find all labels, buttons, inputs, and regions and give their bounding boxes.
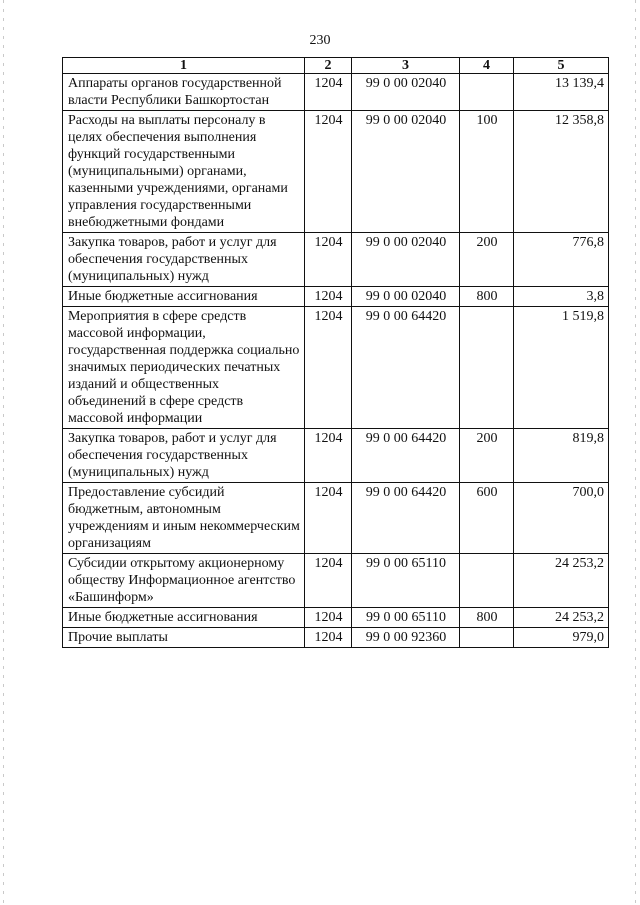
- column-header: 5: [514, 58, 609, 74]
- row-article-cell: 99 0 00 65110: [352, 608, 460, 628]
- row-type-cell: [460, 307, 514, 429]
- row-article-cell: 99 0 00 02040: [352, 111, 460, 233]
- row-amount-cell: 12 358,8: [514, 111, 609, 233]
- row-type-cell: [460, 74, 514, 111]
- row-type-cell: [460, 554, 514, 608]
- row-section-cell: 1204: [305, 429, 352, 483]
- page-number: 230: [309, 33, 331, 48]
- row-name-cell: Расходы на выплаты персоналу в целях обеспечения выполнения функций государственными (муниципальными) органами, казенными учреждениями, органами управления государственными внебюджетными фондами: [63, 111, 305, 233]
- row-section-cell: 1204: [305, 307, 352, 429]
- row-name-cell: Предоставление субсидий бюджетным, автономным учреждениям и иным некоммерческим организациям: [63, 483, 305, 554]
- row-name-cell: Закупка товаров, работ и услуг для обеспечения государственных (муниципальных) нужд: [63, 429, 305, 483]
- row-section-cell: 1204: [305, 111, 352, 233]
- table-row: [63, 233, 609, 287]
- row-type-cell: 600: [460, 483, 514, 554]
- table-row: [63, 608, 609, 628]
- row-type-cell: [460, 628, 514, 648]
- row-section-cell: 1204: [305, 608, 352, 628]
- row-amount-cell: 24 253,2: [514, 608, 609, 628]
- row-type-cell: 800: [460, 287, 514, 307]
- row-section-cell: 1204: [305, 287, 352, 307]
- row-article-cell: 99 0 00 02040: [352, 233, 460, 287]
- row-amount-cell: 24 253,2: [514, 554, 609, 608]
- row-type-cell: 100: [460, 111, 514, 233]
- column-header: 2: [305, 58, 352, 74]
- row-section-cell: 1204: [305, 628, 352, 648]
- row-type-cell: 200: [460, 233, 514, 287]
- row-amount-cell: 3,8: [514, 287, 609, 307]
- scan-edge-right: [635, 0, 636, 905]
- row-name-cell: Прочие выплаты: [63, 628, 305, 648]
- row-article-cell: 99 0 00 64420: [352, 307, 460, 429]
- row-article-cell: 99 0 00 02040: [352, 287, 460, 307]
- row-section-cell: 1204: [305, 233, 352, 287]
- table-row: [63, 483, 609, 554]
- row-article-cell: 99 0 00 92360: [352, 628, 460, 648]
- row-name-cell: Закупка товаров, работ и услуг для обеспечения государственных (муниципальных) нужд: [63, 233, 305, 287]
- row-name-cell: Субсидии открытому акционерному обществу Информационное агентство «Башинформ»: [63, 554, 305, 608]
- row-article-cell: 99 0 00 02040: [352, 74, 460, 111]
- row-article-cell: 99 0 00 65110: [352, 554, 460, 608]
- row-amount-cell: 979,0: [514, 628, 609, 648]
- row-amount-cell: 1 519,8: [514, 307, 609, 429]
- row-section-cell: 1204: [305, 554, 352, 608]
- table-row: [63, 554, 609, 608]
- row-amount-cell: 13 139,4: [514, 74, 609, 111]
- scan-edge-left: [3, 0, 4, 905]
- row-amount-cell: 819,8: [514, 429, 609, 483]
- table-row: [63, 111, 609, 233]
- row-section-cell: 1204: [305, 74, 352, 111]
- table-row: [63, 429, 609, 483]
- row-amount-cell: 700,0: [514, 483, 609, 554]
- row-type-cell: 800: [460, 608, 514, 628]
- row-type-cell: 200: [460, 429, 514, 483]
- row-article-cell: 99 0 00 64420: [352, 429, 460, 483]
- table-row: [63, 287, 609, 307]
- table-row: [63, 307, 609, 429]
- row-name-cell: Иные бюджетные ассигнования: [63, 287, 305, 307]
- column-header: 4: [460, 58, 514, 74]
- row-section-cell: 1204: [305, 483, 352, 554]
- row-name-cell: Аппараты органов государственной власти Республики Башкортостан: [63, 74, 305, 111]
- row-name-cell: Мероприятия в сфере средств массовой информации, государственная поддержка социально значимых периодических печатных изданий и общественных объединений в сфере средств массовой информации: [63, 307, 305, 429]
- row-name-cell: Иные бюджетные ассигнования: [63, 608, 305, 628]
- column-header: 3: [352, 58, 460, 74]
- table-row: [63, 628, 609, 648]
- column-header: 1: [63, 58, 305, 74]
- row-amount-cell: 776,8: [514, 233, 609, 287]
- budget-table: [62, 57, 609, 648]
- table-body: [63, 74, 609, 648]
- table-header-row: [63, 58, 609, 74]
- row-article-cell: 99 0 00 64420: [352, 483, 460, 554]
- table-row: [63, 74, 609, 111]
